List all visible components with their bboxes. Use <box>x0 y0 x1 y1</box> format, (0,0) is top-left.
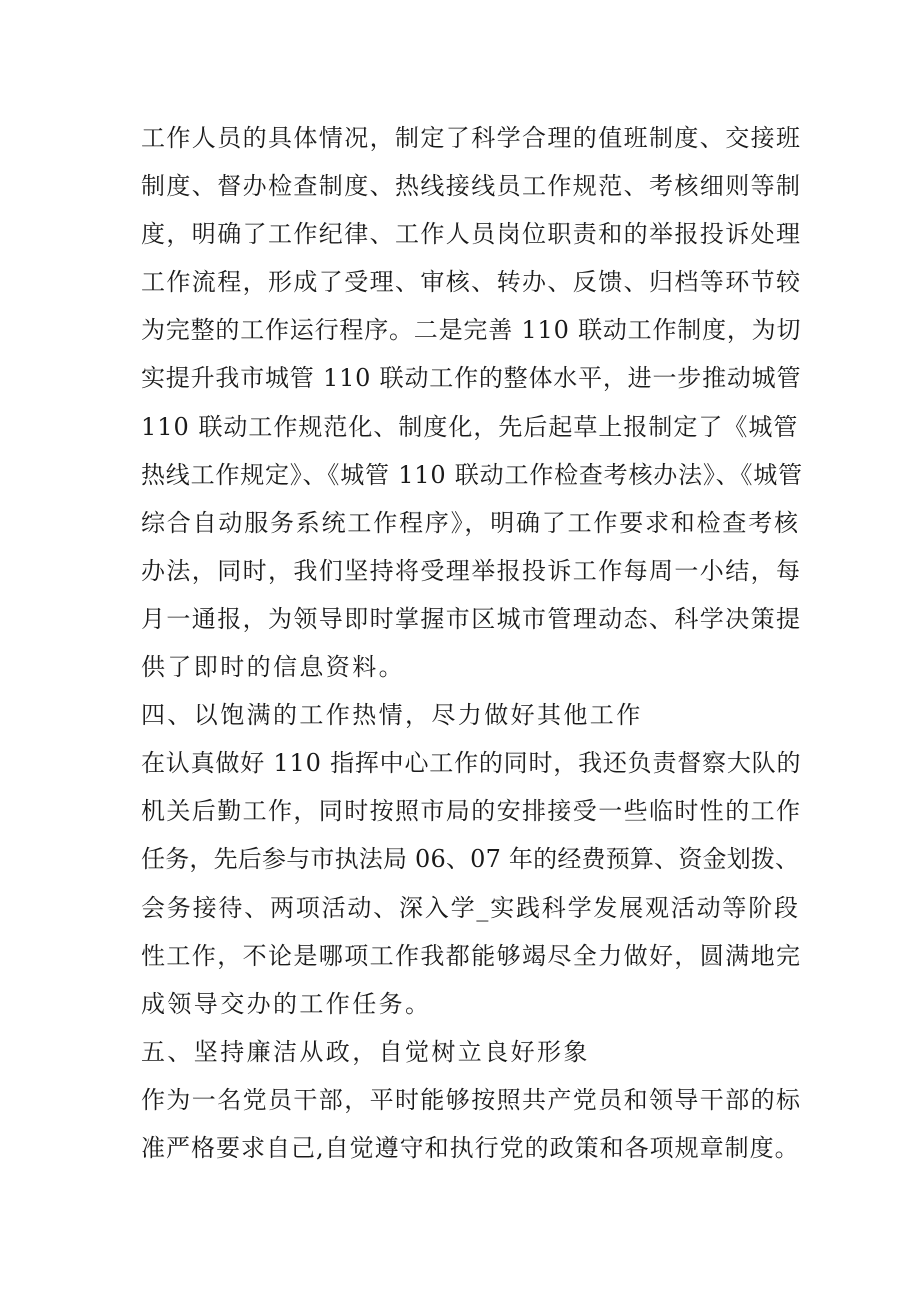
text-line: 会务接待、两项活动、深入学_实践科学发展观活动等阶段 <box>141 893 800 922</box>
text-line: 机关后勤工作，同时按照市局的安排接受一些临时性的工作 <box>141 797 802 826</box>
text-line: 任务，先后参与市执法局 06、07 年的经费预算、资金划拨、 <box>141 845 800 874</box>
text-line: 工作人员的具体情况，制定了科学合理的值班制度、交接班 <box>141 124 802 152</box>
text-line: 综合自动服务系统工作程序》，明确了工作要求和检查考核 <box>141 508 800 537</box>
text-line: 月一通报，为领导即时掌握市区城市管理动态、科学决策提 <box>141 604 802 633</box>
text-line: 在认真做好 110 指挥中心工作的同时，我还负责督察大队的 <box>141 749 802 778</box>
text-line: 性工作，不论是哪项工作我都能够竭尽全力做好，圆满地完 <box>141 941 802 970</box>
text-line: 制度、督办检查制度、热线接线员工作规范、考核细则等制 <box>141 172 802 201</box>
text-line: 度，明确了工作纪律、工作人员岗位职责和的举报投诉处理 <box>141 220 802 249</box>
text-line: 热线工作规定》、《城管 110 联动工作检查考核办法》、《城管 <box>141 460 803 489</box>
text-line: 成领导交办的工作任务。 <box>141 989 432 1018</box>
text-line: 为完整的工作运行程序。二是完善 110 联动工作制度，为切 <box>141 316 802 345</box>
section-heading: 五、坚持廉洁从政，自觉树立良好形象 <box>141 1037 590 1066</box>
text-line: 110 联动工作规范化、制度化，先后起草上报制定了《城管 <box>141 412 799 441</box>
document-body <box>141 114 801 1172</box>
section-heading: 四、以饱满的工作热情，尽力做好其他工作 <box>141 701 643 730</box>
text-line: 实提升我市城管 110 联动工作的整体水平，进一步推动城管 <box>141 364 802 393</box>
text-line: 工作流程，形成了受理、审核、转办、反馈、归档等环节较 <box>141 268 802 297</box>
text-line: 办法，同时，我们坚持将受理举报投诉工作每周一小结，每 <box>141 556 802 585</box>
text-line: 作为一名党员干部，平时能够按照共产党员和领导干部的标 <box>141 1085 802 1114</box>
text-line: 供了即时的信息资料。 <box>141 653 405 682</box>
text-line: 准严格要求自己,自觉遵守和执行党的政策和各项规章制度。 <box>141 1133 800 1162</box>
